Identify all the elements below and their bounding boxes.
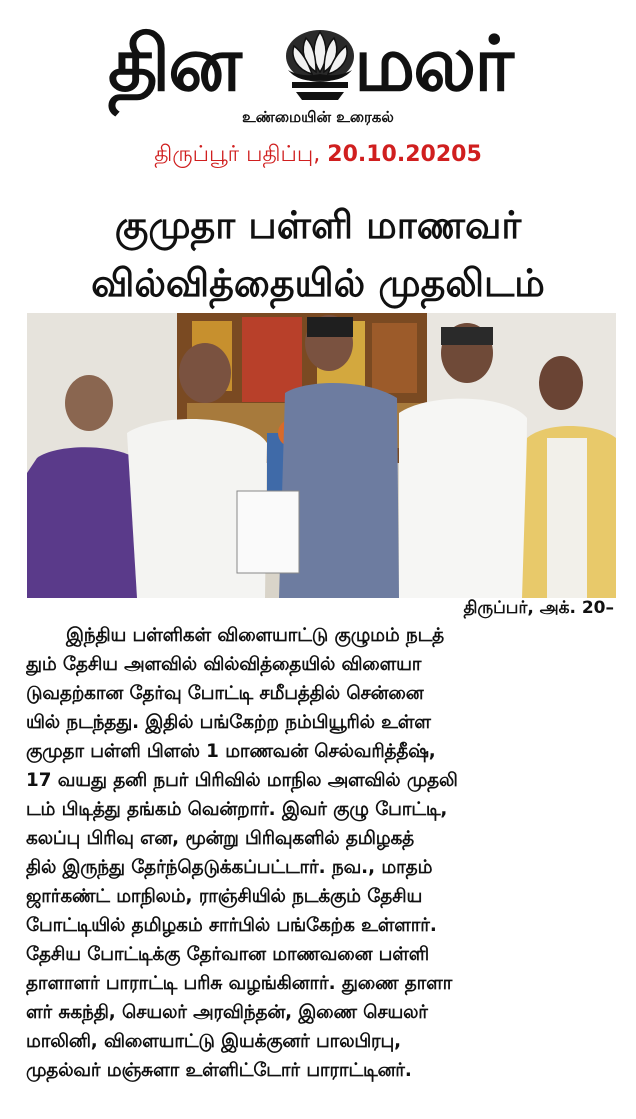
article-line: போட்டியில் தமிழகம் சார்பில் பங்கேற்க உள்ளார். [26,915,437,936]
news-photo [27,313,616,598]
article-line: முதல்வர் மஞ்சுளா உள்ளிட்டோர் பாராட்டினர். [26,1060,412,1081]
article-line: கலப்பு பிரிவு என, மூன்று பிரிவுகளில் தமிழகத் [26,828,415,849]
article-line: யில் நடந்தது. இதில் பங்கேற்ற நம்பியூரில் உள்ள [26,712,431,733]
article-line: டம் பிடித்து தங்கம் வென்றார். இவர் குழு போட்டி, [26,799,448,820]
masthead-tagline: உண்மையின் உரைகல் [242,108,394,126]
article-line: இந்திய பள்ளிகள் விளையாட்டு குழுமம் நடத் [66,625,445,646]
article-line: தும் தேசிய அளவில் வில்வித்தையில் விளையா [26,654,422,675]
article-line: ஜார்கண்ட் மாநிலம், ராஞ்சியில் நடக்கும் தேசிய [26,886,423,907]
article-line: குமுதா பள்ளி பிளஸ் 1 மாணவன் செல்வரித்தீஷ், [26,741,436,762]
article-body [26,621,616,1085]
masthead-logo-left: தின [108,19,240,108]
article-line: ளர் சுகந்தி, செயலர் அரவிந்தன், இணை செயலர் [26,1002,428,1023]
article-line: தேசிய போட்டிக்கு தேர்வான மாணவனை பள்ளி [26,944,429,965]
edition-line [0,142,636,170]
lotus-emblem-icon [282,26,358,106]
masthead-logo-right: மலர் [354,19,512,108]
article-headline [0,196,636,312]
article-dateline: திருப்பர், அக். 20– [463,598,614,618]
article-line: மாலினி, விளையாட்டு இயக்குனர் பாலபிரபு, [26,1031,402,1052]
article-line: டுவதற்கான தேர்வு போட்டி சமீபத்தில் சென்னை [26,683,424,704]
article-line: தாளாளர் பாராட்டி பரிசு வழங்கினார். துணை தாளா [26,973,453,994]
news-photo-illustration [27,313,616,598]
masthead [0,0,636,140]
article-line: தில் இருந்து தேர்ந்தெடுக்கப்பட்டார். நவ., மாதம் [26,857,433,878]
headline-line-1: குமுதா பள்ளி மாணவர் [114,203,522,247]
edition-date: 20.10.20205 [327,142,482,167]
headline-line-2: வில்வித்தையில் முதலிடம் [91,261,545,305]
edition-place: திருப்பூர் பதிப்பு, [154,142,321,167]
article-line: 17 வயது தனி நபர் பிரிவில் மாநில அளவில் முதலி [26,770,458,791]
